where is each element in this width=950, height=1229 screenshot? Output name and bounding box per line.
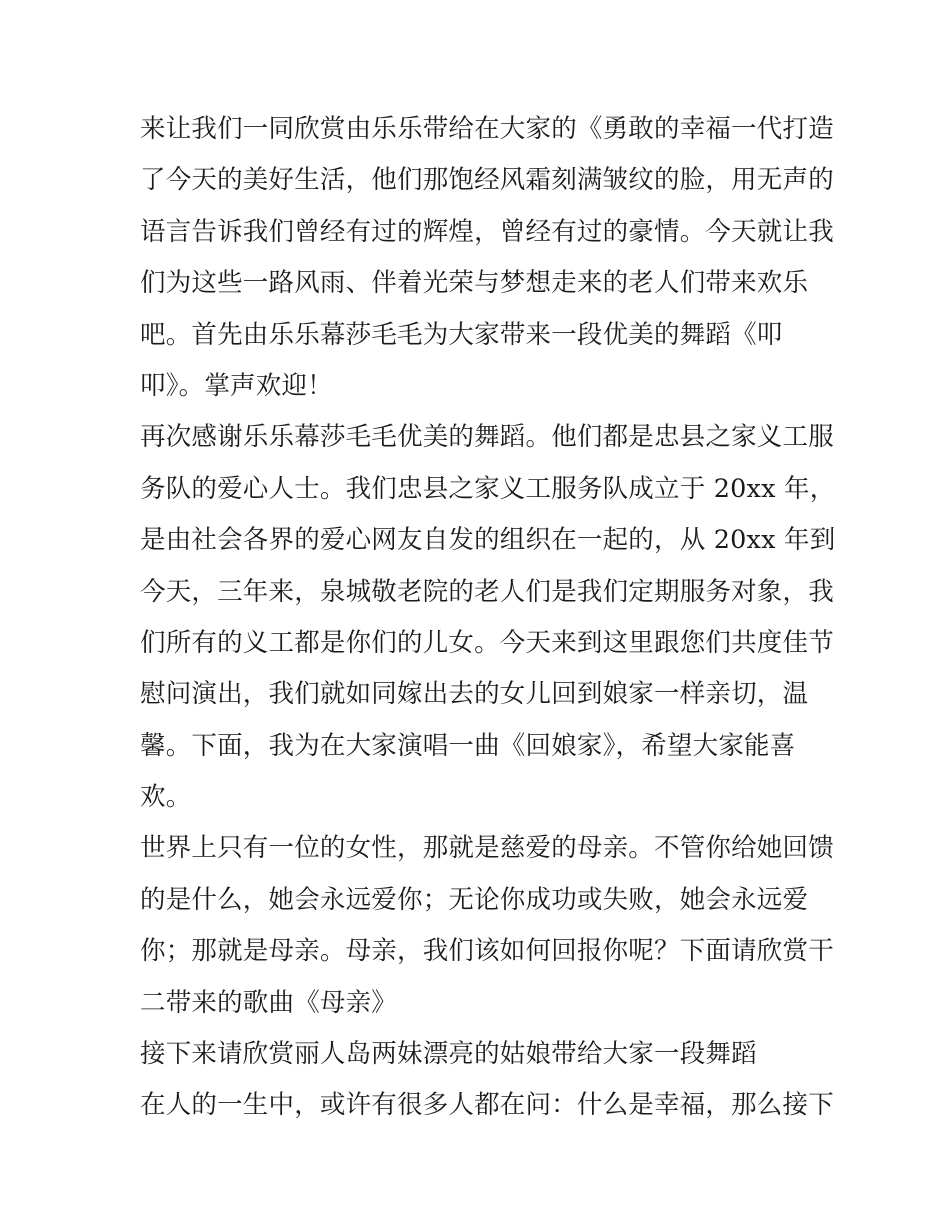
text-line: 吧。首先由乐乐幕莎毛毛为大家带来一段优美的舞蹈《叩	[140, 319, 783, 350]
text-line: 语言告诉我们曾经有过的辉煌，曾经有过的豪情。今天就让我	[140, 216, 834, 247]
text-line: 馨。下面，我为在大家演唱一曲《回娘家》，希望大家能喜	[140, 730, 796, 761]
text-line: 叩》。掌声欢迎！	[140, 370, 333, 401]
text-line: 世界上只有一位的女性，那就是慈爱的母亲。不管你给她回馈	[140, 833, 834, 864]
text-line: 慰问演出，我们就如同嫁出去的女儿回到娘家一样亲切，温	[140, 679, 809, 710]
text-line: 的是什么，她会永远爱你；无论你成功或失败，她会永远爱	[140, 884, 809, 915]
text-line: 是由社会各界的爱心网友自发的组织在一起的，从 20xx 年到	[140, 525, 836, 556]
text-line: 们所有的义工都是你们的儿女。今天来到这里跟您们共度佳节	[140, 627, 834, 658]
document-body	[140, 104, 836, 1132]
text-line: 了今天的美好生活，他们那饱经风霜刻满皱纹的脸，用无声的	[140, 165, 834, 196]
text-line: 在人的一生中，或许有很多人都在问：什么是幸福，那么接下	[140, 1090, 834, 1121]
text-line: 再次感谢乐乐幕莎毛毛优美的舞蹈。他们都是忠县之家义工服	[140, 422, 834, 453]
text-line: 二带来的歌曲《母亲》	[140, 987, 398, 1018]
text-line: 接下来请欣赏丽人岛两妹漂亮的姑娘带给大家一段舞蹈	[140, 1039, 757, 1070]
text-line: 们为这些一路风雨、伴着光荣与梦想走来的老人们带来欢乐	[140, 268, 809, 299]
text-line: 来让我们一同欣赏由乐乐带给在大家的《勇敢的幸福一代打造	[140, 114, 834, 144]
text-line: 务队的爱心人士。我们忠县之家义工服务队成立于 20xx 年，	[140, 473, 836, 504]
text-line: 今天，三年来，泉城敬老院的老人们是我们定期服务对象，我	[140, 576, 834, 607]
text-line: 你；那就是母亲。母亲，我们该如何回报你呢？下面请欣赏干	[140, 936, 834, 967]
text-line: 欢。	[140, 782, 192, 813]
